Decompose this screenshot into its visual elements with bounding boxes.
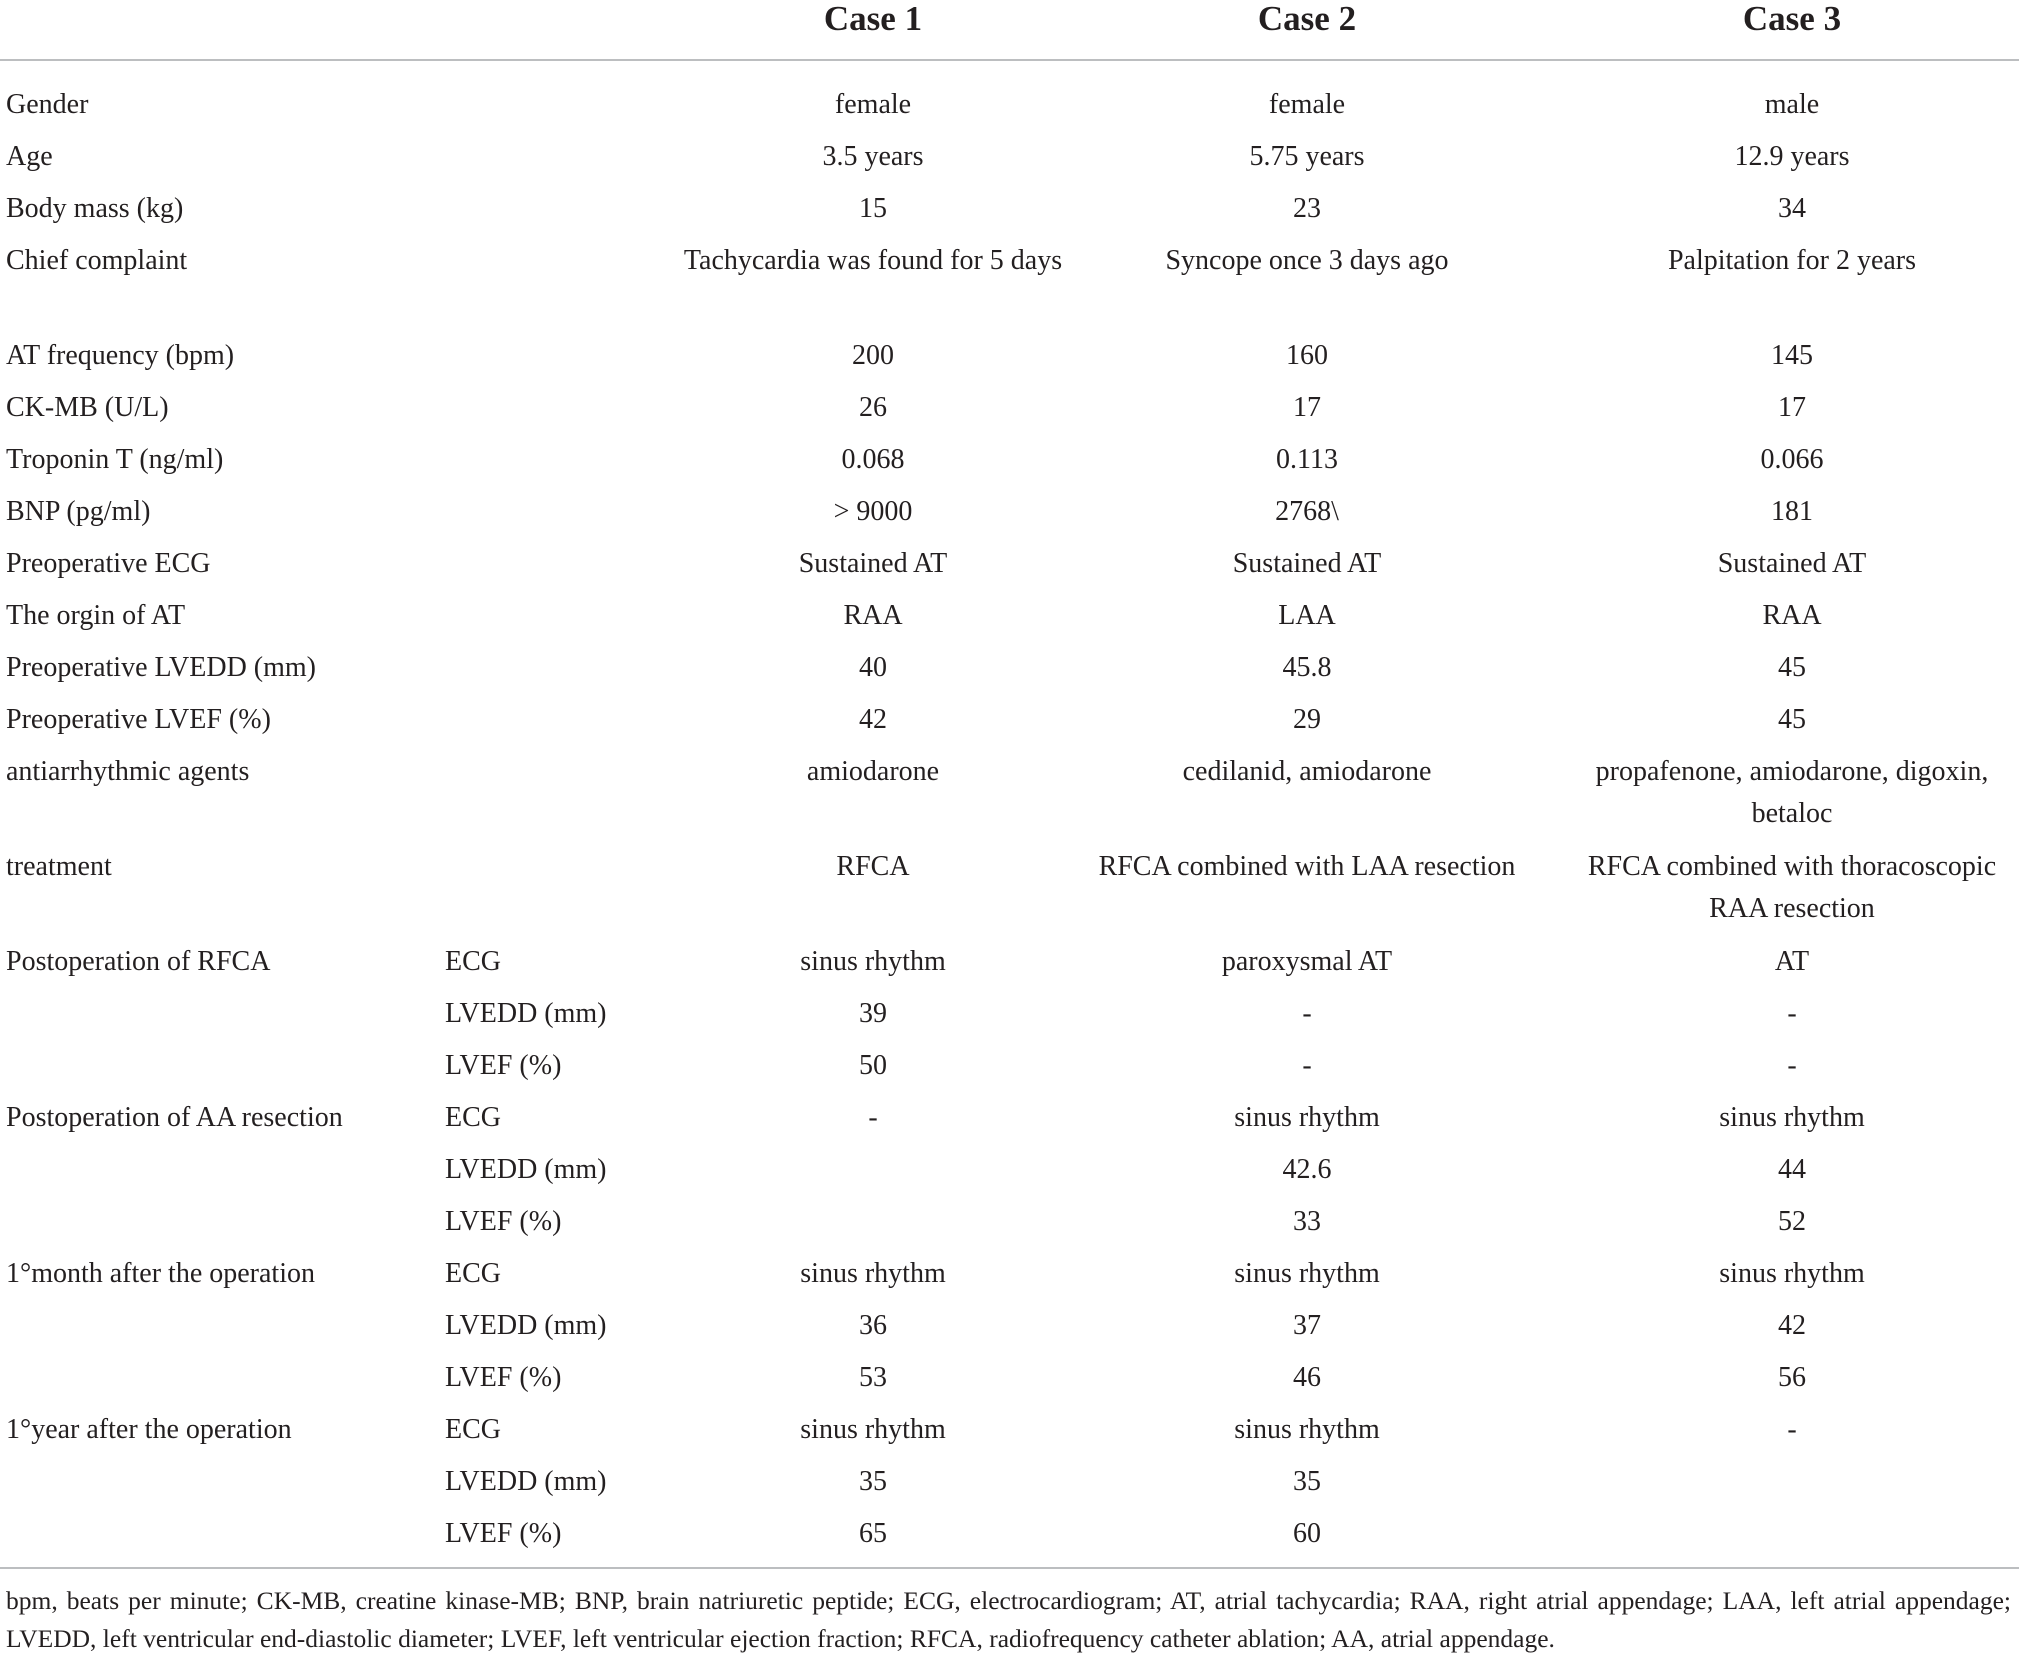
cell-case-3: AT bbox=[1774, 946, 1810, 977]
cell-case-3: sinus rhythm bbox=[1719, 1258, 1865, 1289]
row-sublabel: LVEDD (mm) bbox=[445, 1466, 607, 1497]
cell-case-2: 2768\ bbox=[1275, 496, 1339, 527]
cell-case-2: 23 bbox=[1293, 193, 1321, 224]
cell-case-1: 53 bbox=[859, 1362, 887, 1393]
row-sublabel: ECG bbox=[445, 946, 501, 977]
row-sublabel: ECG bbox=[445, 1258, 501, 1289]
cell-case-1: 36 bbox=[859, 1310, 887, 1341]
cell-case-1: 42 bbox=[859, 704, 887, 735]
cell-case-1: 35 bbox=[859, 1466, 887, 1497]
cell-case-2: female bbox=[1268, 89, 1346, 120]
cell-case-1: 39 bbox=[859, 998, 887, 1029]
cell-case-1: amiodarone bbox=[806, 756, 940, 787]
cell-case-1: 40 bbox=[859, 652, 887, 683]
cell-case-1: 65 bbox=[859, 1518, 887, 1549]
cell-case-2: paroxysmal AT bbox=[1221, 946, 1393, 977]
cell-case-3: 56 bbox=[1778, 1362, 1806, 1393]
row-label: antiarrhythmic agents bbox=[6, 756, 250, 787]
cell-case-3: RFCA combined with thoracoscopic RAA resection bbox=[1587, 851, 1997, 924]
cell-case-3: male bbox=[1764, 89, 1820, 120]
cell-case-2: RFCA combined with LAA resection bbox=[1098, 851, 1516, 882]
cell-case-3: 0.066 bbox=[1760, 444, 1824, 475]
row-label: Gender bbox=[6, 89, 89, 120]
cell-case-2: Sustained AT bbox=[1232, 548, 1382, 579]
row-sublabel: LVEF (%) bbox=[445, 1050, 562, 1081]
row-label: Preoperative LVEF (%) bbox=[6, 704, 271, 735]
cell-case-2: 60 bbox=[1293, 1518, 1321, 1549]
cell-case-2: 37 bbox=[1293, 1310, 1321, 1341]
column-header-case-2: Case 2 bbox=[1257, 0, 1357, 38]
row-label: AT frequency (bpm) bbox=[6, 340, 235, 371]
row-label: Troponin T (ng/ml) bbox=[6, 444, 224, 475]
cell-case-3: 44 bbox=[1778, 1154, 1806, 1185]
row-sublabel: LVEF (%) bbox=[445, 1206, 562, 1237]
cell-case-3: RAA bbox=[1762, 600, 1822, 631]
cell-case-3: - bbox=[1787, 1414, 1797, 1445]
cell-case-1: sinus rhythm bbox=[800, 1258, 946, 1289]
row-sublabel: LVEF (%) bbox=[445, 1518, 562, 1549]
cell-case-2: sinus rhythm bbox=[1234, 1102, 1380, 1133]
row-sublabel: LVEDD (mm) bbox=[445, 1154, 607, 1185]
row-sublabel: LVEDD (mm) bbox=[445, 1310, 607, 1341]
cell-case-2: 42.6 bbox=[1282, 1154, 1332, 1185]
cell-case-2: 17 bbox=[1293, 392, 1321, 423]
cell-case-1: > 9000 bbox=[833, 496, 913, 527]
cell-case-2: 45.8 bbox=[1282, 652, 1332, 683]
cell-case-2: sinus rhythm bbox=[1234, 1414, 1380, 1445]
cell-case-1: female bbox=[834, 89, 912, 120]
row-label: 1°year after the operation bbox=[6, 1414, 292, 1445]
cell-case-3: 145 bbox=[1771, 340, 1813, 371]
cell-case-1: Sustained AT bbox=[798, 548, 948, 579]
row-label: BNP (pg/ml) bbox=[6, 496, 151, 527]
table-footnote: bpm, beats per minute; CK-MB, creatine kinase-MB; BNP, brain natriuretic peptide; ECG, electrocardiogram; AT, atrial tachycardia; RAA, right atrial appendage; LAA, left atrial appendage; LVEDD, left ventricular end-diastolic diameter; LVEF, left ventricular ejection fraction; RFCA, radiofrequency catheter ablation; AA, atrial appendage. bbox=[6, 1586, 2011, 1653]
cell-case-1: 50 bbox=[859, 1050, 887, 1081]
table-bottom-rule bbox=[0, 1567, 2019, 1569]
cell-case-1: - bbox=[868, 1102, 878, 1133]
cell-case-2: 0.113 bbox=[1276, 444, 1338, 475]
row-label: Preoperative ECG bbox=[6, 548, 211, 579]
cell-case-3: 12.9 years bbox=[1734, 141, 1850, 172]
row-label: Chief complaint bbox=[6, 245, 188, 276]
cell-case-3: Palpitation for 2 years bbox=[1667, 245, 1917, 276]
cell-case-2: 35 bbox=[1293, 1466, 1321, 1497]
row-sublabel: LVEDD (mm) bbox=[445, 998, 607, 1029]
cell-case-1: 200 bbox=[852, 340, 894, 371]
cell-case-2: - bbox=[1302, 998, 1312, 1029]
row-label: Age bbox=[6, 141, 53, 172]
cell-case-2: 33 bbox=[1293, 1206, 1321, 1237]
cell-case-2: Syncope once 3 days ago bbox=[1165, 245, 1449, 276]
row-label: Postoperation of RFCA bbox=[6, 946, 271, 977]
cell-case-1: 15 bbox=[859, 193, 887, 224]
cell-case-1: 0.068 bbox=[841, 444, 905, 475]
column-header-case-3: Case 3 bbox=[1742, 0, 1842, 38]
cell-case-2: sinus rhythm bbox=[1234, 1258, 1380, 1289]
cell-case-3: 42 bbox=[1778, 1310, 1806, 1341]
cell-case-2: cedilanid, amiodarone bbox=[1182, 756, 1432, 787]
header-divider bbox=[0, 59, 2019, 61]
row-label: CK-MB (U/L) bbox=[6, 392, 169, 423]
cell-case-2: - bbox=[1302, 1050, 1312, 1081]
cell-case-3: - bbox=[1787, 998, 1797, 1029]
cell-case-3: Sustained AT bbox=[1717, 548, 1867, 579]
row-label: treatment bbox=[6, 851, 112, 882]
cell-case-1: sinus rhythm bbox=[800, 946, 946, 977]
cell-case-2: 29 bbox=[1293, 704, 1321, 735]
row-label: Body mass (kg) bbox=[6, 193, 184, 224]
cell-case-3: 34 bbox=[1778, 193, 1806, 224]
cell-case-3: propafenone, amiodarone, digoxin, betaloc bbox=[1595, 756, 1989, 829]
cell-case-1: Tachycardia was found for 5 days bbox=[683, 245, 1063, 276]
cell-case-1: RAA bbox=[843, 600, 903, 631]
row-sublabel: LVEF (%) bbox=[445, 1362, 562, 1393]
row-label: Postoperation of AA resection bbox=[6, 1102, 343, 1133]
cell-case-1: 26 bbox=[859, 392, 887, 423]
cell-case-2: 160 bbox=[1286, 340, 1328, 371]
cell-case-1: 3.5 years bbox=[822, 141, 924, 172]
cell-case-3: 181 bbox=[1771, 496, 1813, 527]
cell-case-3: sinus rhythm bbox=[1719, 1102, 1865, 1133]
cell-case-2: LAA bbox=[1278, 600, 1336, 631]
cell-case-1: RFCA bbox=[836, 851, 910, 882]
column-header-case-1: Case 1 bbox=[823, 0, 923, 38]
cell-case-3: 45 bbox=[1778, 704, 1806, 735]
row-label: Preoperative LVEDD (mm) bbox=[6, 652, 316, 683]
cell-case-1: sinus rhythm bbox=[800, 1414, 946, 1445]
row-label: The orgin of AT bbox=[6, 600, 186, 631]
cell-case-3: - bbox=[1787, 1050, 1797, 1081]
row-sublabel: ECG bbox=[445, 1414, 501, 1445]
cell-case-2: 5.75 years bbox=[1249, 141, 1365, 172]
cell-case-2: 46 bbox=[1293, 1362, 1321, 1393]
cell-case-3: 45 bbox=[1778, 652, 1806, 683]
cell-case-3: 17 bbox=[1778, 392, 1806, 423]
row-label: 1°month after the operation bbox=[6, 1258, 315, 1289]
cell-case-3: 52 bbox=[1778, 1206, 1806, 1237]
row-sublabel: ECG bbox=[445, 1102, 501, 1133]
